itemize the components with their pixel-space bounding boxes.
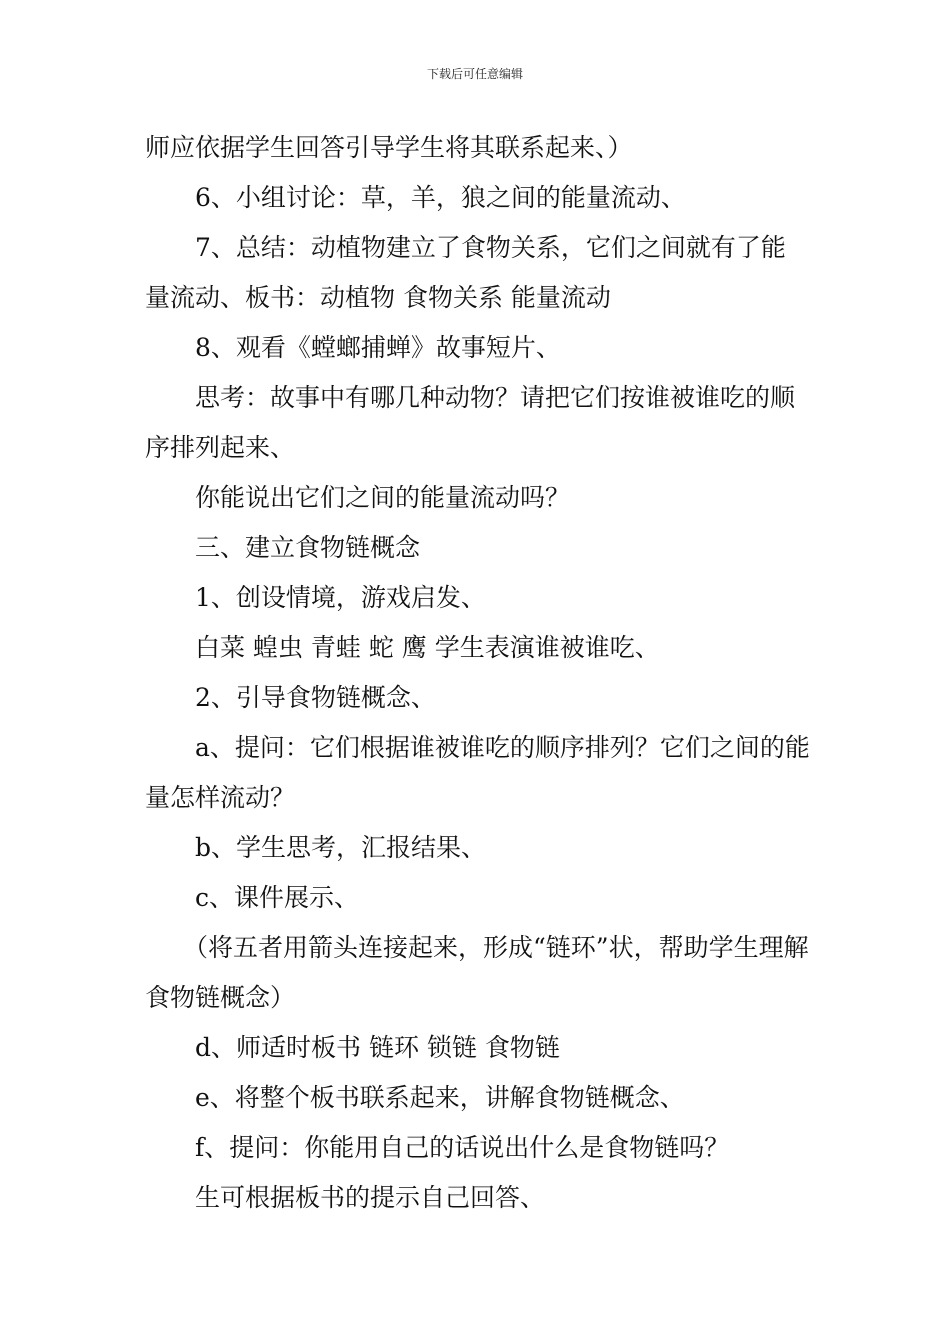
paragraph: 8、观看《螳螂捕蝉》故事短片、 bbox=[195, 333, 561, 362]
paragraph: a、提问：它们根据谁被谁吃的顺序排列？它们之间的能量怎样流动？ bbox=[145, 733, 810, 812]
page-header: 下载后可任意编辑 bbox=[426, 67, 523, 81]
paragraph: e、将整个板书联系起来，讲解食物链概念、 bbox=[195, 1083, 685, 1112]
paragraph: （将五者用箭头连接起来，形成“链环”状，帮助学生理解食物链概念） bbox=[145, 933, 809, 1012]
paragraph: c、课件展示、 bbox=[195, 883, 360, 912]
paragraph: f、提问：你能用自己的话说出什么是食物链吗？ bbox=[195, 1133, 730, 1162]
paragraph: 思考：故事中有哪几种动物？请把它们按谁被谁吃的顺序排列起来、 bbox=[145, 383, 796, 462]
paragraph: 1、创设情境，游戏启发、 bbox=[195, 583, 486, 612]
paragraph: 白菜 蝗虫 青蛙 蛇 鹰 学生表演谁被谁吃、 bbox=[195, 633, 660, 662]
paragraph: 7、总结：动植物建立了食物关系，它们之间就有了能量流动、板书：动植物 食物关系 能量流动 bbox=[145, 233, 786, 312]
paragraph: 6、小组讨论：草，羊，狼之间的能量流动、 bbox=[195, 183, 686, 212]
paragraph: 生可根据板书的提示自己回答、 bbox=[195, 1183, 546, 1212]
paragraph: d、师适时板书 链环 锁链 食物链 bbox=[195, 1033, 560, 1062]
paragraph: 2、引导食物链概念、 bbox=[195, 683, 436, 712]
document-body bbox=[145, 123, 810, 1223]
paragraph: b、学生思考，汇报结果、 bbox=[195, 833, 487, 862]
section-heading: 三、建立食物链概念 bbox=[195, 533, 421, 562]
paragraph: 你能说出它们之间的能量流动吗？ bbox=[195, 483, 571, 512]
paragraph: 师应依据学生回答引导学生将其联系起来、） bbox=[145, 133, 633, 162]
